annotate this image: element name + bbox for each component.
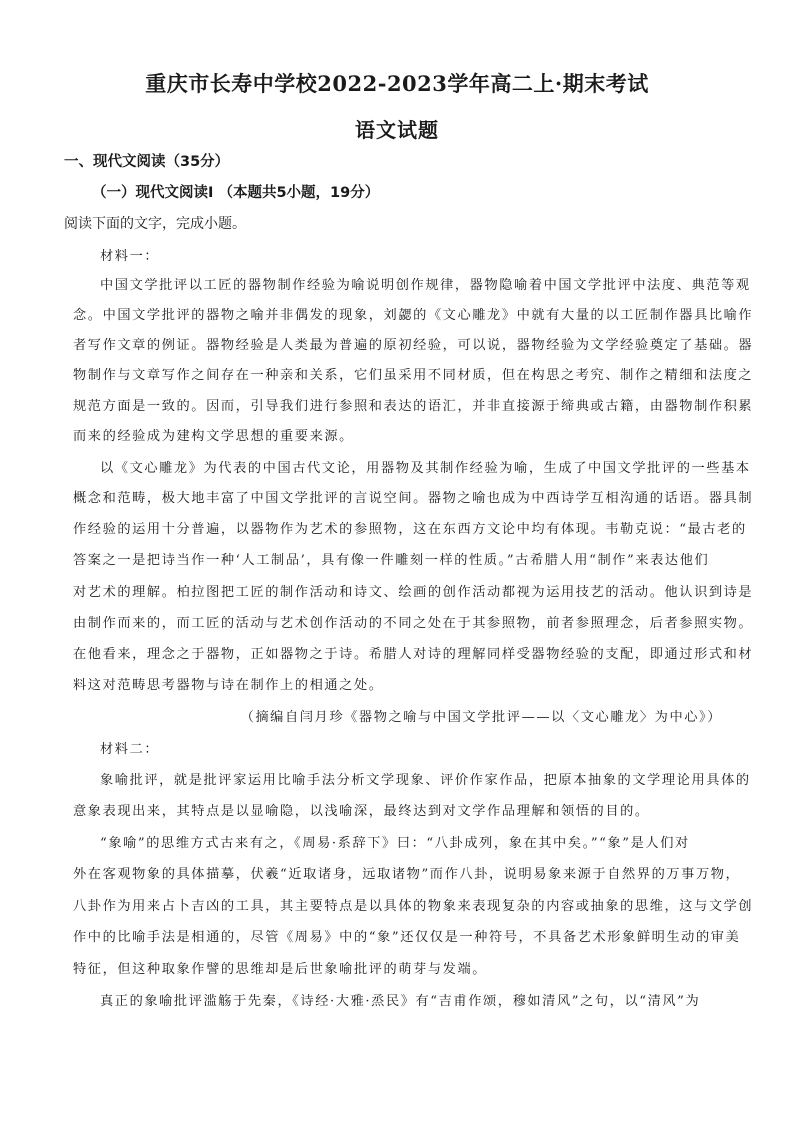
paragraph-line: 答案之一是把诗当作一种‘人工制品’，具有像一件雕刻一样的性质。”古希腊人用“制作”来表达他们 (73, 553, 710, 568)
paragraph-line: 概念和范畴，极大地丰富了中国文学批评的言说空间。器物之喻也成为中西诗学互相沟通的话语。器具制 (73, 491, 754, 506)
paragraph-line: 作中的比喻手法是相通的，尽管《周易》中的“象”还仅仅是一种符号，不具备艺术形象鲜明生动的审美 (73, 930, 741, 945)
paragraph-line: 料这对范畴思考器物与诗在制作上的相通之处。 (73, 678, 384, 693)
paragraph-line: 八卦作为用来占卜吉凶的工具，其主要特点是以具体的物象来表现复杂的内容或抽象的思维，这与文学创 (73, 899, 754, 914)
paragraph-line: 象喻批评，就是批评家运用比喻手法分析文学现象、评价作家作品，把原本抽象的文学理论用具体的 (100, 773, 751, 788)
material-label: 材料一： (100, 249, 160, 264)
paragraph-line: 者写作文章的例证。器物经验是人类最为普遍的原初经验，可以说，器物经验为文学经验奠定了基础。器 (73, 338, 754, 353)
paragraph-line: 意象表现出来，其特点是以显喻隐，以浅喻深，最终达到对文学作品理解和领悟的目的。 (73, 804, 650, 819)
paragraph-line: 而来的经验成为建构文学思想的重要来源。 (73, 429, 354, 444)
source-citation: （摘编自闫月珍《器物之喻与中国文学批评——以〈文心雕龙〉为中心》） (240, 710, 722, 725)
paragraph-line: 作经验的运用十分普遍，以器物作为艺术的参照物，这在东西方文论中均有体现。韦勒克说：“最古老的 (73, 522, 747, 537)
paragraph-line: 物制作与文章写作之间存在一种亲和关系，它们虽采用不同材质，但在构思之考究、制作之精细和法度之 (73, 368, 754, 383)
paragraph-line: 在他看来，理念之于器物，正如器物之于诗。希腊人对诗的理解同样受器物经验的支配，即通过形式和材 (73, 647, 754, 662)
section-heading: 一、现代文阅读（35分） (64, 154, 230, 170)
paragraph-line: 以《文心雕龙》为代表的中国古代文论，用器物及其制作经验为喻，生成了中国文学批评的一些基本 (100, 461, 751, 476)
paragraph-line: 规范方面是一致的。因而，引导我们进行参照和表达的语汇，并非直接源于缔典或古籍，由器物制作积累 (73, 399, 754, 414)
paragraph-line: 外在客观物象的具体描摹，伏羲“近取诸身，远取诸物”而作八卦，说明易象来源于自然界的万事万物， (73, 867, 741, 882)
paragraph-line: 中国文学批评以工匠的器物制作经验为喻说明创作规律，器物隐喻着中国文学批评中法度、典范等观 (100, 278, 751, 293)
paragraph-line: 念。中国文学批评的器物之喻并非偶发的现象，刘勰的《文心雕龙》中就有大量的以工匠制作器具比喻作 (73, 308, 754, 323)
paragraph-line: 由制作而来的，而工匠的活动与艺术创作活动的不同之处在于其参照物，前者参照理念，后者参照实物。 (73, 616, 754, 631)
paragraph-line: 对艺术的理解。柏拉图把工匠的制作活动和诗文、绘画的创作活动都视为运用技艺的活动。他认识到诗是 (73, 585, 754, 600)
paragraph-line: 真正的象喻批评滥觞于先秦，《诗经·大雅·烝民》有“吉甫作颂，穆如清风”之句，以“清风”为 (100, 994, 701, 1009)
page-subtitle: 语文试题 (355, 118, 439, 142)
material-label: 材料二： (100, 742, 160, 757)
page-title: 重庆市长寿中学校2022-2023学年高二上·期末考试 (145, 71, 649, 96)
paragraph-line: 特征，但这种取象作譬的思维却是后世象喻批评的萌芽与发端。 (73, 962, 488, 977)
paragraph-line: “象喻”的思维方式古来有之，《周易·系辞下》曰：“八卦成列，象在其中矣。”“象”是人们对 (100, 836, 690, 851)
sub-heading: （一）现代文阅读Ⅰ （本题共5小题，19分） (92, 185, 380, 201)
instruction-text: 阅读下面的文字，完成小题。 (64, 216, 246, 232)
